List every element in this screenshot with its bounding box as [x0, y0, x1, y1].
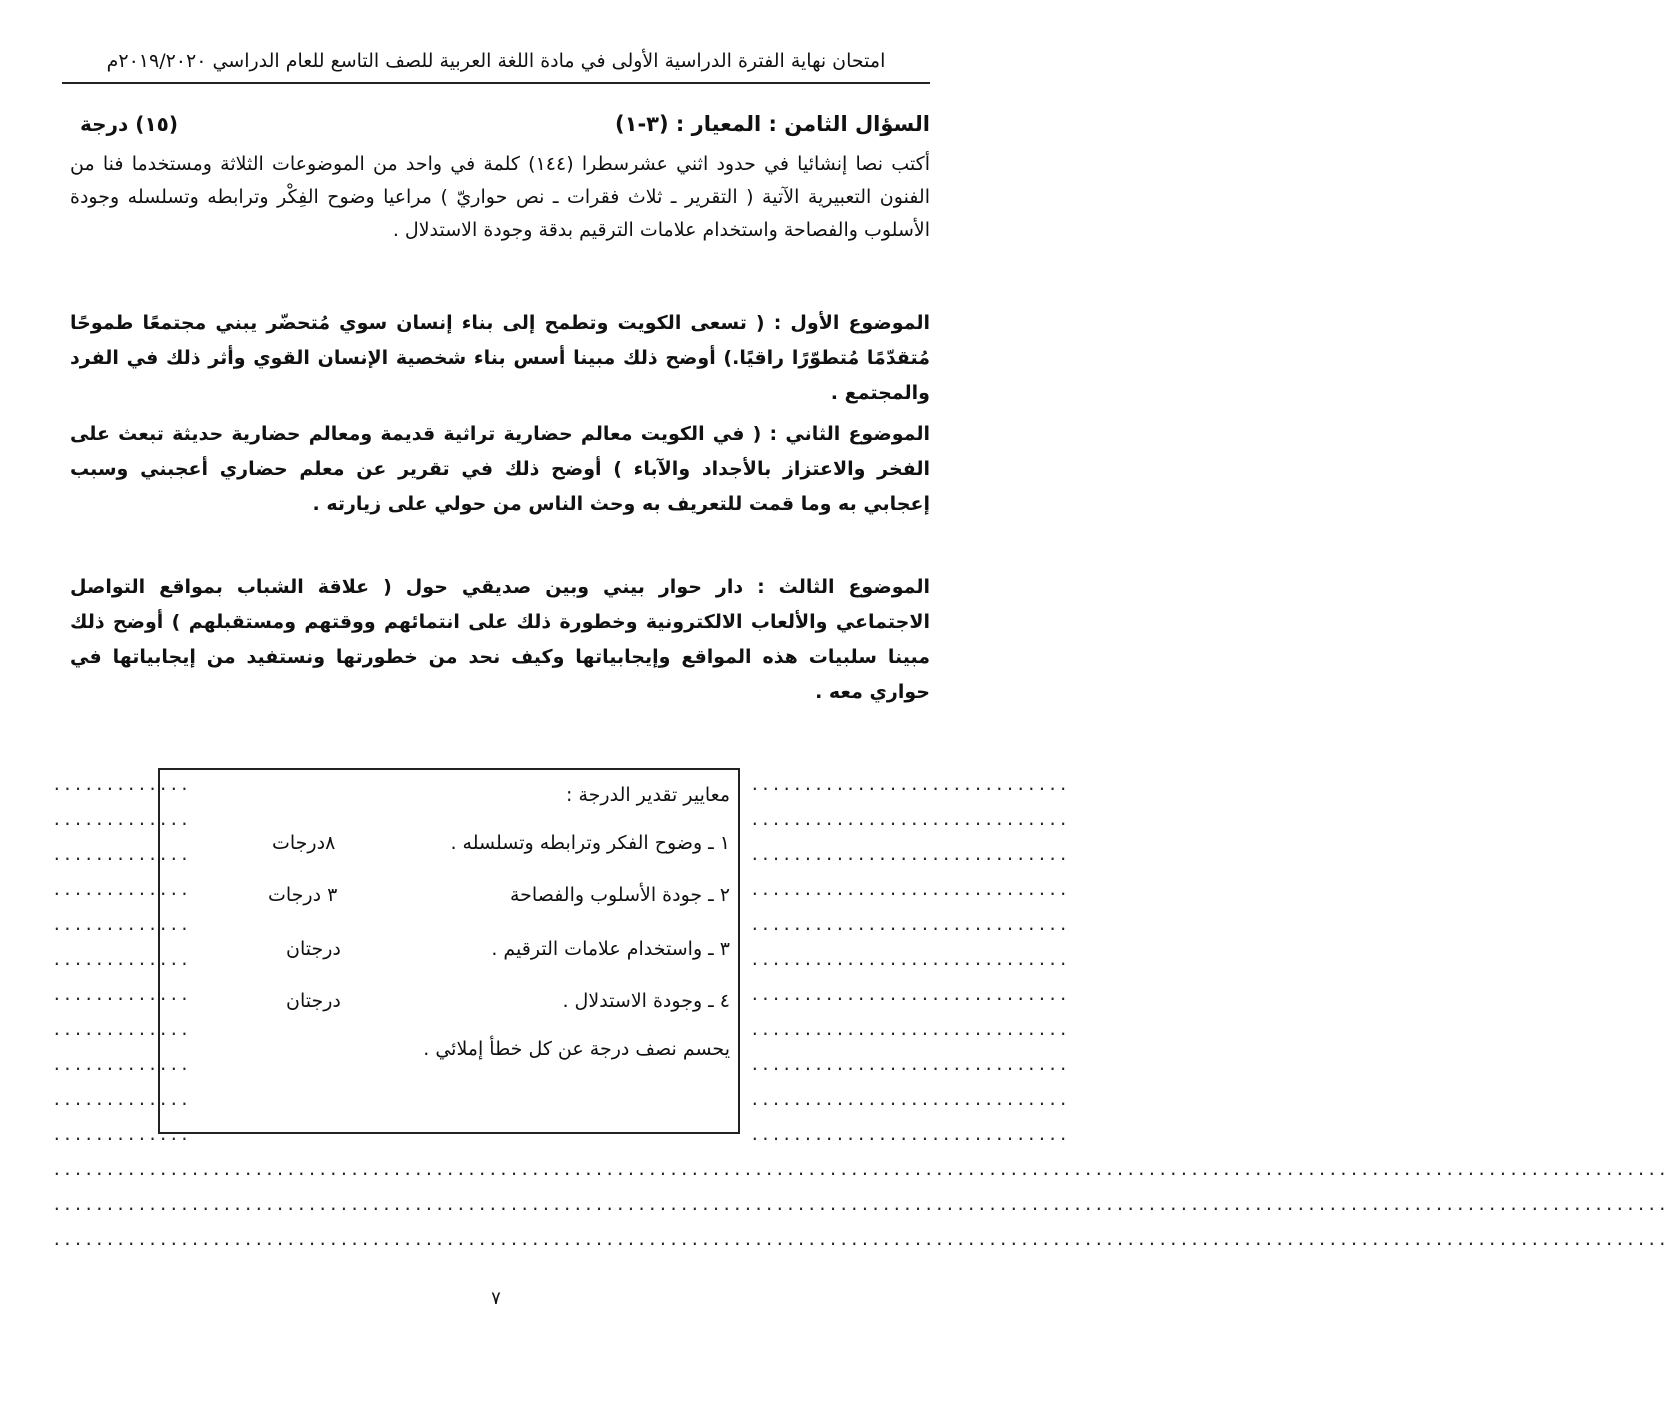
writing-line: ..............................	[750, 845, 1069, 864]
criteria-item-label: ١ ـ وضوح الفكر وترابطه وتسلسله .	[450, 832, 730, 854]
exam-header: امتحان نهاية الفترة الدراسية الأولى في مادة اللغة العربية للصف التاسع للعام الدراسي ٢٠١٩/٢٠٢٠م	[106, 50, 886, 72]
criteria-item-label: ٢ ـ جودة الأسلوب والفصاحة	[510, 884, 730, 906]
header-divider	[62, 82, 930, 84]
grading-criteria-box	[158, 768, 740, 1134]
criteria-item-label: ٤ ـ وجودة الاستدلال .	[562, 990, 730, 1012]
writing-line: .............	[52, 1055, 191, 1074]
writing-line: ........................................................................................................................................................	[52, 1230, 1668, 1249]
writing-line: .............	[52, 1090, 191, 1109]
writing-line: ..............................	[750, 950, 1069, 969]
writing-line: ..............................	[750, 1125, 1069, 1144]
criteria-note: يحسم نصف درجة عن كل خطأ إملائي .	[423, 1038, 730, 1060]
writing-line: .............	[52, 915, 191, 934]
writing-line: .............	[52, 1125, 191, 1144]
writing-line: .............	[52, 985, 191, 1004]
criteria-item-value: ٣ درجات	[268, 884, 338, 906]
writing-line: ..............................	[750, 810, 1069, 829]
topic-3: الموضوع الثالث : دار حوار بيني وبين صديقي حول ( علاقة الشباب بمواقع التواصل الاجتماعي والألعاب الالكترونية وخطورة ذلك على انتمائهم ووقتهم ومستقبلهم ) أوضح ذلك مبينا سلبيات هذه المواقع وإيجابياتها وكيف نحد من خطورتها ونستفيد من إيجابياتها في حواري معه .	[70, 576, 930, 703]
criteria-heading: معايير تقدير الدرجة :	[566, 784, 730, 806]
writing-line: .............	[52, 950, 191, 969]
writing-line: .............	[52, 775, 191, 794]
page-number: ٧	[491, 1288, 501, 1309]
writing-line: .............	[52, 1020, 191, 1039]
writing-line: .............	[52, 845, 191, 864]
question-grade: (١٥) درجة	[80, 112, 178, 136]
writing-line: ..............................	[750, 880, 1069, 899]
criteria-item-value: درجتان	[286, 938, 341, 960]
writing-line: .............	[52, 810, 191, 829]
writing-line: ........................................................................................................................................................	[52, 1160, 1668, 1179]
question-row	[80, 112, 930, 148]
criteria-item-value: درجتان	[286, 990, 341, 1012]
writing-line: ..............................	[750, 1090, 1069, 1109]
writing-line: ..............................	[750, 915, 1069, 934]
writing-line: ..............................	[750, 985, 1069, 1004]
writing-line: ..............................	[750, 1055, 1069, 1074]
writing-line: ........................................................................................................................................................	[52, 1195, 1668, 1214]
topic-2: الموضوع الثاني : ( في الكويت معالم حضارية تراثية قديمة ومعالم حضارية حديثة تبعث على الفخر والاعتزاز بالأجداد والآباء ) أوضح ذلك في تقرير عن معلم حضاري أعجبني وسبب إعجابي به وما قمت للتعريف به وحث الناس من حولي على زيارته .	[70, 423, 930, 515]
question-instructions: أكتب نصا إنشائيا في حدود اثني عشرسطرا (١٤٤) كلمة في واحد من الموضوعات الثلاثة ومستخدما فنا من الفنون التعبيرية الآتية ( التقرير ـ ثلاث فقرات ـ نص حواريّ ) مراعيا وضوح الفِكْر وترابطه وتسلسله وجودة الأسلوب والفصاحة واستخدام علامات الترقيم بدقة وجودة الاستدلال .	[70, 153, 930, 241]
question-title: السؤال الثامن : المعيار : (٣-١)	[615, 112, 930, 136]
criteria-item-value: ٨درجات	[272, 832, 336, 854]
writing-line: ..............................	[750, 775, 1069, 794]
topic-1: الموضوع الأول : ( تسعى الكويت وتطمح إلى بناء إنسان سوي مُتحضّر يبني مجتمعًا طموحًا مُتقدّمًا مُتطوّرًا راقيًا.) أوضح ذلك مبينا أسس بناء شخصية الإنسان القوي وأثر ذلك في الفرد والمجتمع .	[70, 312, 930, 404]
writing-line: ..............................	[750, 1020, 1069, 1039]
criteria-item-label: ٣ ـ واستخدام علامات الترقيم .	[491, 938, 730, 960]
writing-line: .............	[52, 880, 191, 899]
